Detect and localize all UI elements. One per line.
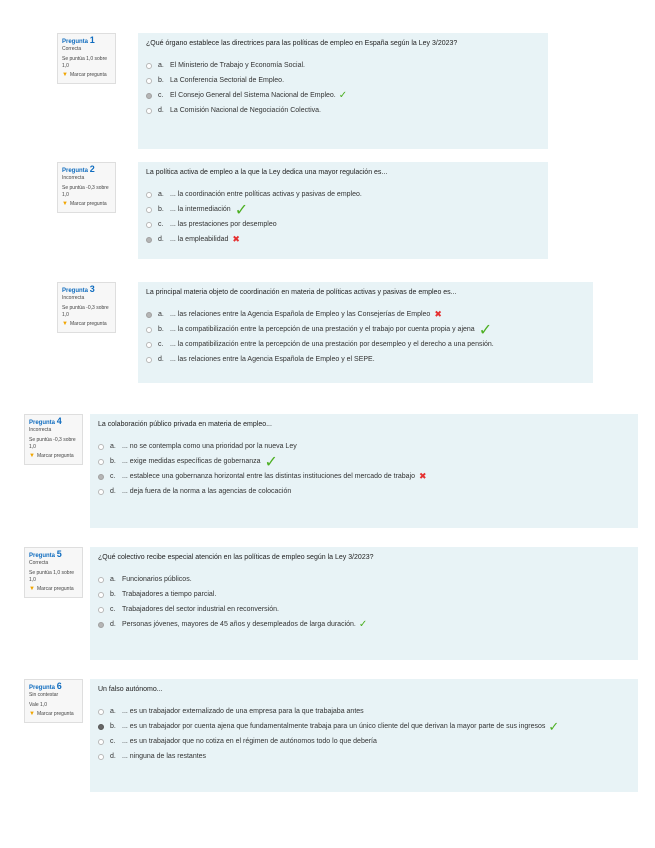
answer-option[interactable]	[98, 454, 630, 469]
radio-button-checked[interactable]	[146, 237, 152, 243]
answer-text: Funcionarios públicos.	[122, 576, 192, 583]
answer-option[interactable]	[146, 187, 540, 202]
answer-option-selected[interactable]	[98, 469, 630, 484]
answer-text: ... es un trabajador externalizado de una empresa para la que trabajaba antes	[122, 708, 364, 715]
answer-letter: b.	[110, 723, 116, 730]
question-number: 2	[89, 164, 95, 174]
flag-label: Marcar pregunta	[69, 321, 107, 327]
answer-option[interactable]	[146, 58, 540, 73]
question-state: Correcta	[29, 560, 49, 566]
answer-option[interactable]	[98, 439, 630, 454]
answer-letter: a.	[158, 62, 164, 69]
answer-option[interactable]	[98, 749, 630, 764]
answer-option-selected[interactable]	[146, 232, 540, 247]
radio-button-checked[interactable]	[146, 312, 152, 318]
question-content	[90, 679, 638, 792]
answer-letter: a.	[110, 708, 116, 715]
question-state: Incorrecta	[62, 295, 85, 301]
flag-icon: ▼	[62, 72, 68, 78]
flag-label: Marcar pregunta	[69, 201, 107, 207]
answer-letter: c.	[158, 92, 164, 99]
flag-icon: ▼	[62, 201, 68, 207]
flag-question-link[interactable]	[62, 321, 112, 328]
question-state: Sin contestar	[29, 692, 59, 698]
answer-letter: d.	[110, 753, 116, 760]
answer-text: Trabajadores a tiempo parcial.	[122, 591, 217, 598]
question-score: Vale 1,0	[29, 702, 47, 708]
question-content	[138, 282, 593, 383]
radio-button[interactable]	[146, 342, 152, 348]
answer-text: ... la intermediación	[170, 206, 231, 213]
radio-button[interactable]	[98, 709, 104, 715]
answer-text: ... es un trabajador por cuenta ajena que fundamentalmente trabaja para un único cliente del que derivan la mayor parte de sus ingresos	[122, 723, 546, 730]
answer-letter: c.	[110, 738, 116, 745]
cross-icon: ✖	[419, 471, 427, 481]
radio-button[interactable]	[146, 207, 152, 213]
answer-option[interactable]	[146, 322, 585, 337]
answer-text: ... ninguna de las restantes	[122, 753, 207, 760]
answer-option[interactable]	[98, 484, 630, 499]
answer-text: ... establece una gobernanza horizontal entre las distintas instituciones del mercado de trabajo	[122, 473, 416, 480]
question-text: ¿Qué colectivo recibe especial atención en las políticas de empleo según la Ley 3/2023?	[98, 554, 374, 561]
answer-text: La Comisión Nacional de Negociación Colectiva.	[170, 107, 321, 114]
answer-option[interactable]	[98, 572, 630, 587]
flag-question-link[interactable]	[29, 586, 79, 593]
answer-text: ... las relaciones entre la Agencia Española de Empleo y el SEPE.	[170, 356, 375, 363]
flag-label: Marcar pregunta	[69, 72, 107, 78]
check-icon: ✓	[234, 201, 249, 219]
radio-button[interactable]	[146, 63, 152, 69]
answer-text: ... la compatibilización entre la percepción de una prestación y el trabajo por cuenta propia y ajena	[170, 326, 475, 333]
question-text: ¿Qué órgano establece las directrices para las políticas de empleo en España según la Ley 3/2023?	[146, 40, 458, 47]
question-label: Pregunta	[29, 420, 56, 426]
answer-option[interactable]	[98, 734, 630, 749]
question-score: Se puntúa -0,3 sobre 1,0	[62, 305, 109, 318]
answer-text: Personas jóvenes, mayores de 45 años y desempleados de larga duración.	[122, 621, 356, 628]
answer-letter: a.	[158, 191, 164, 198]
flag-question-link[interactable]	[29, 711, 79, 718]
answer-letter: b.	[158, 326, 164, 333]
question-text: La principal materia objeto de coordinación en materia de políticas activas y pasivas de empleo es...	[146, 289, 457, 296]
answer-option[interactable]	[146, 352, 585, 367]
question-label: Pregunta	[29, 685, 56, 691]
question-number: 6	[56, 681, 62, 691]
answer-letter: c.	[110, 606, 116, 613]
radio-button[interactable]	[146, 78, 152, 84]
answer-option[interactable]	[98, 587, 630, 602]
question-text: La política activa de empleo a la que la Ley dedica una mayor regulación es...	[146, 169, 388, 176]
answer-letter: d.	[158, 107, 164, 114]
question-score: Se puntúa 1,0 sobre 1,0	[29, 570, 75, 583]
question-content	[90, 414, 638, 528]
question-state: Correcta	[62, 46, 82, 52]
flag-icon: ▼	[29, 586, 35, 592]
answer-option-selected[interactable]	[98, 617, 630, 632]
question-info	[24, 679, 83, 723]
answer-text: El Ministerio de Trabajo y Economía Social.	[170, 62, 306, 69]
question-number: 4	[56, 416, 62, 426]
question-number: 1	[89, 35, 95, 45]
question-label: Pregunta	[62, 39, 89, 45]
check-icon: ✓	[478, 321, 493, 339]
check-icon: ✓	[358, 619, 368, 630]
radio-button[interactable]	[98, 739, 104, 745]
question-info	[57, 282, 116, 333]
answer-letter: a.	[110, 576, 116, 583]
question-info	[57, 162, 116, 213]
question-content	[138, 33, 548, 149]
question-score: Se puntúa -0,3 sobre 1,0	[62, 185, 109, 198]
radio-button-checked[interactable]	[98, 474, 104, 480]
answer-text: La Conferencia Sectorial de Empleo.	[170, 77, 285, 84]
answer-option[interactable]	[146, 73, 540, 88]
question-info	[57, 33, 116, 84]
answer-letter: b.	[158, 77, 164, 84]
radio-button-checked[interactable]	[98, 724, 104, 730]
radio-button[interactable]	[98, 607, 104, 613]
flag-label: Marcar pregunta	[36, 453, 74, 459]
radio-button[interactable]	[98, 577, 104, 583]
question-state: Incorrecta	[62, 175, 85, 181]
question-state: Incorrecta	[29, 427, 52, 433]
question-text: La colaboración público privada en materia de empleo...	[98, 421, 272, 428]
radio-button[interactable]	[146, 357, 152, 363]
answer-text: ... es un trabajador que no cotiza en el régimen de autónomos todo lo que debería	[122, 738, 377, 745]
question-content	[138, 162, 548, 259]
check-icon: ✓	[338, 90, 348, 101]
answer-letter: c.	[110, 473, 116, 480]
answer-text: ... la compatibilización entre la percepción de una prestación por desempleo y el derecho a una pensión.	[170, 341, 494, 348]
answer-option[interactable]	[98, 602, 630, 617]
radio-button[interactable]	[98, 754, 104, 760]
answer-option[interactable]	[98, 704, 630, 719]
radio-button-checked[interactable]	[146, 93, 152, 99]
cross-icon: ✖	[434, 309, 442, 319]
answer-text: ... no se contempla como una prioridad por la nueva Ley	[122, 443, 297, 450]
answer-letter: d.	[110, 488, 116, 495]
answer-text: Trabajadores del sector industrial en reconversión.	[122, 606, 279, 613]
answer-letter: d.	[158, 236, 164, 243]
question-content	[90, 547, 638, 660]
answer-letter: b.	[110, 591, 116, 598]
flag-icon: ▼	[29, 711, 35, 717]
answer-text: ... deja fuera de la norma a las agencias de colocación	[122, 488, 292, 495]
flag-question-link[interactable]	[29, 453, 79, 460]
question-text: Un falso autónomo...	[98, 686, 163, 693]
radio-button[interactable]	[98, 592, 104, 598]
question-number: 3	[89, 284, 95, 294]
radio-button[interactable]	[146, 327, 152, 333]
question-info	[24, 414, 83, 465]
question-info	[24, 547, 83, 598]
check-icon: ✓	[548, 718, 560, 734]
flag-icon: ▼	[29, 453, 35, 459]
answer-letter: d.	[110, 621, 116, 628]
answer-letter: a.	[158, 311, 164, 318]
answer-letter: d.	[158, 356, 164, 363]
answer-text: ... la empleabilidad	[170, 236, 229, 243]
answer-letter: a.	[110, 443, 116, 450]
check-icon: ✓	[264, 453, 278, 471]
answer-text: ... las relaciones entre la Agencia Española de Empleo y las Consejerías de Empleo	[170, 311, 431, 318]
answer-option-selected[interactable]	[146, 88, 540, 103]
radio-button[interactable]	[146, 222, 152, 228]
radio-button[interactable]	[146, 108, 152, 114]
flag-icon: ▼	[62, 321, 68, 327]
question-label: Pregunta	[62, 168, 89, 174]
question-label: Pregunta	[62, 288, 89, 294]
answer-option[interactable]	[146, 217, 540, 232]
question-score: Se puntúa 1,0 sobre 1,0	[62, 56, 108, 69]
flag-question-link[interactable]	[62, 201, 112, 208]
answer-text: ... la coordinación entre políticas activas y pasivas de empleo.	[170, 191, 362, 198]
question-number: 5	[56, 549, 62, 559]
answer-letter: c.	[158, 221, 164, 228]
answer-option[interactable]	[146, 202, 540, 217]
answer-letter: b.	[110, 458, 116, 465]
radio-button-checked[interactable]	[98, 622, 104, 628]
answer-text: ... exige medidas específicas de gobernanza	[122, 458, 261, 465]
radio-button[interactable]	[98, 489, 104, 495]
answer-letter: c.	[158, 341, 164, 348]
answer-text: El Consejo General del Sistema Nacional de Empleo.	[170, 92, 336, 99]
answer-option[interactable]	[146, 337, 585, 352]
flag-label: Marcar pregunta	[36, 711, 74, 717]
radio-button[interactable]	[146, 192, 152, 198]
flag-question-link[interactable]	[62, 72, 112, 79]
cross-icon: ✖	[232, 234, 240, 244]
answer-option-selected[interactable]	[98, 719, 630, 734]
flag-label: Marcar pregunta	[36, 586, 74, 592]
answer-option-selected[interactable]	[146, 307, 585, 322]
answer-letter: b.	[158, 206, 164, 213]
answer-option[interactable]	[146, 103, 540, 118]
radio-button[interactable]	[98, 444, 104, 450]
radio-button[interactable]	[98, 459, 104, 465]
question-label: Pregunta	[29, 553, 56, 559]
question-score: Se puntúa -0,3 sobre 1,0	[29, 437, 76, 450]
answer-text: ... las prestaciones por desempleo	[170, 221, 277, 228]
